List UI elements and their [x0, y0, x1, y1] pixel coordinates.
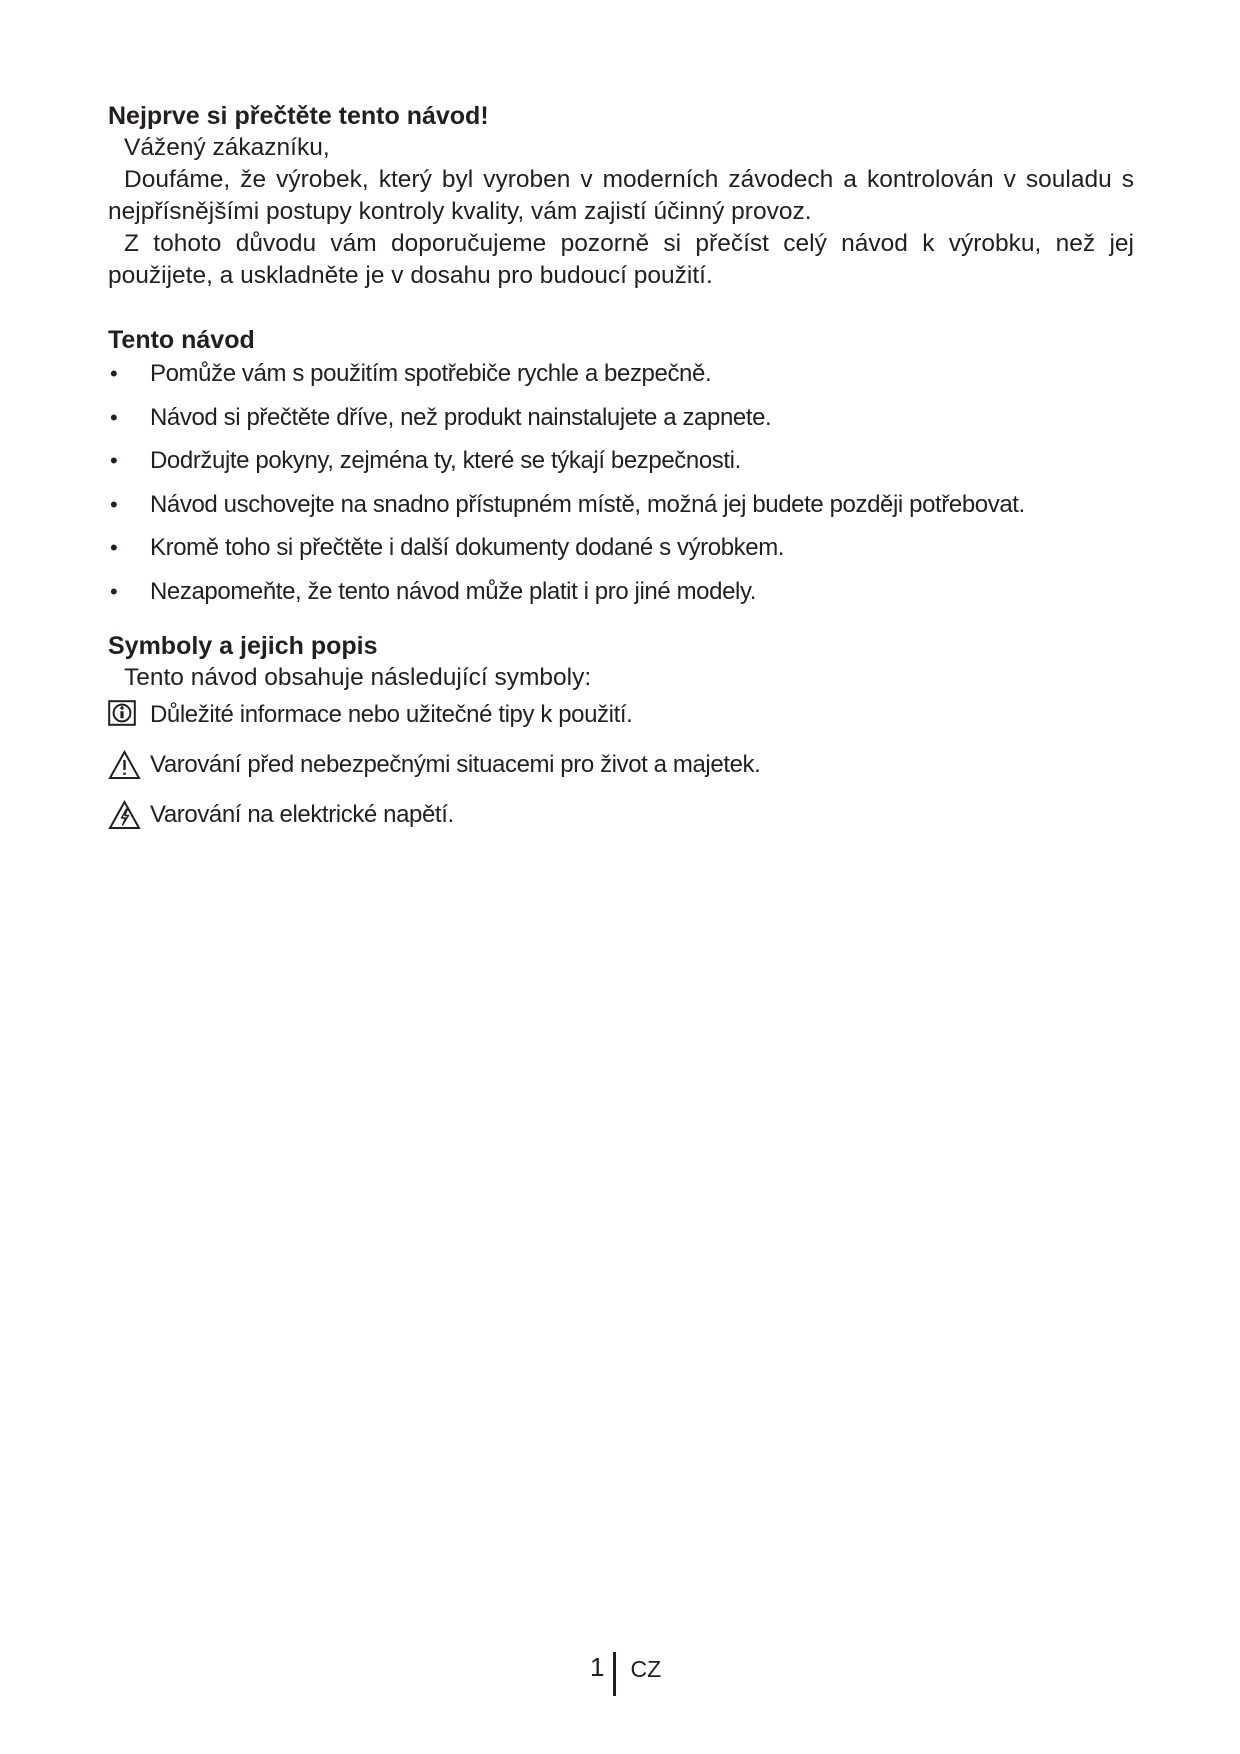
intro-section: [108, 100, 1134, 292]
list-item: [108, 532, 1134, 564]
bullet-icon: •: [110, 491, 118, 517]
intro-paragraph-1: Doufáme, že výrobek, který byl vyroben v moderních závodech a kontrolován v souladu s nejpřísnějšími postupy kontroly kvality, vám zajistí účinný provoz.: [108, 166, 1134, 225]
salutation: Vážený zákazníku,: [124, 134, 330, 161]
symbol-row-warning: [108, 748, 1134, 782]
bullet-icon: •: [110, 361, 118, 386]
symbol-text-warning: Varování před nebezpečnými situacemi pro život a majetek.: [150, 750, 761, 778]
bullet-icon: •: [110, 448, 118, 473]
info-icon: [108, 700, 141, 730]
symbol-row-info: [108, 698, 1134, 732]
list-item: [108, 402, 1134, 434]
manual-page: [108, 100, 1134, 848]
manual-section: [108, 324, 1134, 608]
footer-divider: [613, 1652, 616, 1696]
list-item: [108, 445, 1134, 477]
page-number: 1: [590, 1652, 605, 1682]
symbols-heading: Symboly a jejich popis: [108, 631, 378, 660]
list-item-text: Pomůže vám s použitím spotřebiče rychle a bezpečně.: [150, 360, 712, 387]
symbols-intro: Tento návod obsahuje následující symboly:: [124, 663, 592, 691]
list-item: [108, 576, 1134, 608]
symbol-row-electric: [108, 798, 1134, 832]
bullet-icon: •: [110, 578, 118, 604]
symbols-section: [108, 630, 1134, 832]
bullet-icon: •: [110, 535, 118, 560]
list-item-text: Návod uschovejte na snadno přístupném místě, možná jej budete později potřebovat.: [150, 490, 1025, 518]
list-item: [108, 489, 1134, 521]
list-item: [108, 358, 1134, 390]
symbols-list: [108, 698, 1134, 832]
list-item-text: Nezapomeňte, že tento návod může platit i pro jiné modely.: [150, 577, 757, 605]
manual-heading: Tento návod: [108, 326, 255, 354]
bullet-icon: •: [110, 404, 118, 430]
list-item-text: Dodržujte pokyny, zejména ty, které se týkají bezpečnosti.: [150, 447, 741, 474]
list-item-text: Kromě toho si přečtěte i další dokumenty dodané s výrobkem.: [150, 534, 785, 561]
symbol-text-electric: Varování na elektrické napětí.: [150, 800, 454, 828]
warning-icon: [108, 750, 141, 780]
intro-heading: Nejprve si přečtěte tento návod!: [108, 102, 489, 130]
language-code: CZ: [630, 1656, 662, 1682]
electric-warning-icon: [108, 800, 141, 830]
list-item-text: Návod si přečtěte dříve, než produkt nainstalujete a zapnete.: [150, 403, 772, 431]
symbol-text-info: Důležité informace nebo užitečné tipy k použití.: [150, 700, 633, 728]
intro-paragraph-2: Z tohoto důvodu vám doporučujeme pozorně si přečíst celý návod k výrobku, než jej použijete, a uskladněte je v dosahu pro budoucí použití.: [108, 230, 1134, 289]
manual-list: [108, 358, 1134, 608]
page-footer: [590, 1652, 661, 1698]
